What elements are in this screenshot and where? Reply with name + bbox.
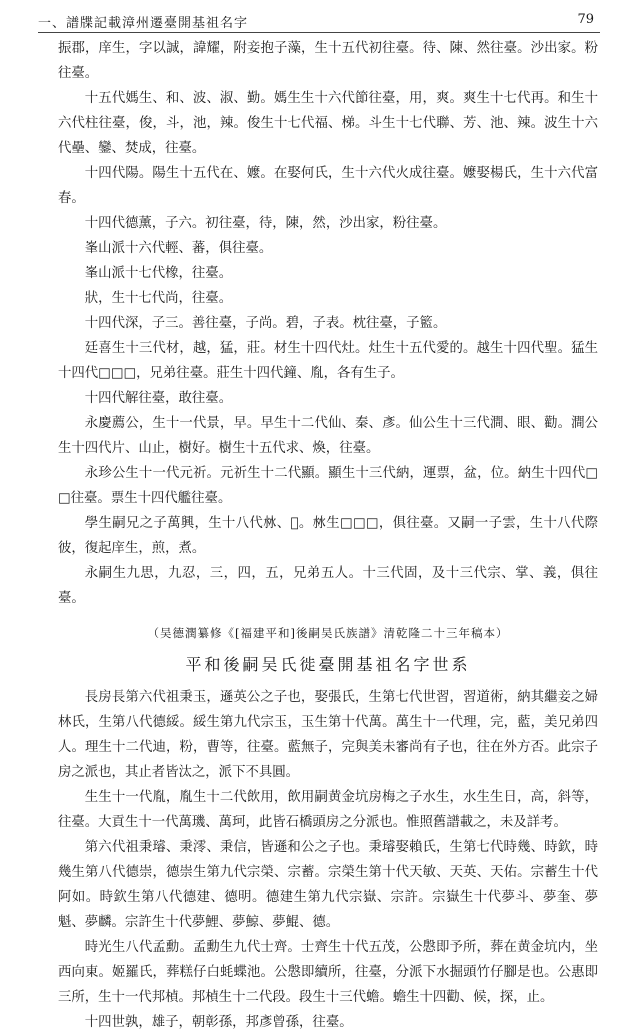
genealogy-paragraph: 第六代祖秉璿、秉澪、秉信，皆遜和公之子也。秉璿娶賴氏，生第七代時幾、時欽，時幾生第八代德崇，德崇生第九代宗榮、宗蓄。宗榮生第十代天敏、天英、天佑。宗蓄生十代阿如。時欽生第八代德建、德明。德建生第九代宗嶽、宗許。宗嶽生十代夢斗、夢奎、夢魁、夢麟。宗許生十代夢鯉、夢鯨、夢鯤、德。 xyxy=(58,840,598,930)
genealogy-paragraph: 十四代德薰，子六。初往臺，待，陳，然，沙出家，粉往臺。 xyxy=(84,216,447,231)
genealogy-paragraph: 永嗣生九思，九忍，三，四，五，兄弟五人。十三代固，及十三代宗、掌、義，俱往臺。 xyxy=(58,566,598,606)
genealogy-paragraph: 永珍公生十一代元祈。元祈生十二代顯。顯生十三代納，運票，盆，位。納生十四代□□往臺。票生十四代艦往臺。 xyxy=(58,466,598,506)
genealogy-paragraph: 狀，生十七代尚，往臺。 xyxy=(84,291,233,306)
genealogy-paragraph: 十四代解往臺，敢往臺。 xyxy=(84,391,233,406)
page-body xyxy=(58,36,598,1035)
genealogy-paragraph: 廷喜生十三代材，越，猛，莊。材生十四代灶。灶生十五代愛的。越生十四代聖。猛生十四代□□□，兄弟往臺。莊生十四代鐘、胤，各有生子。 xyxy=(58,341,598,381)
genealogy-paragraph: 學生嗣兄之子萬興，生十八代沝、𣲖。沝生□□□，俱往臺。又嗣一子雲，生十八代際彼，復起庠生，煎，煮。 xyxy=(58,516,598,556)
section-title: 平和後嗣吴氏徙臺開基祖名字世系 xyxy=(185,655,471,674)
page-header xyxy=(38,8,600,33)
source-citation: （吴德潤纂修《[福建平和]後嗣吴氏族譜》清乾隆二十三年稿本） xyxy=(147,626,509,640)
genealogy-paragraph: 峯山派十七代橡，往臺。 xyxy=(84,266,233,281)
genealogy-paragraph: 十五代媽生、和、波、淑、勤。媽生生十六代節往臺，用，爽。爽生十七代再。和生十六代柱往臺，俊，斗，池，辣。俊生十七代福、梯。斗生十七代聯、芳、池、辣。波生十六代壘、鑾、焚成，往臺。 xyxy=(58,91,598,156)
genealogy-paragraph: 十四代深，子三。善往臺，子尚。碧，子表。枕往臺，子籃。 xyxy=(84,316,447,331)
genealogy-entries-part2 xyxy=(58,685,598,1035)
genealogy-paragraph: 永慶薦公，生十一代景，早。早生十二代仙、秦、彥。仙公生十三代澗、眼、勸。澗公生十四代片、山止，樹好。樹生十五代求、煥，往臺。 xyxy=(58,416,598,456)
page-number: 79 xyxy=(577,12,594,27)
genealogy-paragraph: 時光生八代孟勳。孟勳生九代士齊。士齊生十代五茂，公慇即予所，葬在黄金坑内，坐西向東。姬羅氏，葬糕仔白蚝蝶池。公慇即續所，往臺，分派下水掘頭竹仔腳是也。公惠即三所，生十一代邦楨。邦楨生十二代段。段生十三代蟾。蟾生十四勸、候，探，止。 xyxy=(58,940,598,1005)
genealogy-paragraph: 十四世孰，雄子，朝彰孫，邦彥曾孫，往臺。 xyxy=(84,1015,353,1030)
genealogy-entries-part1 xyxy=(58,36,598,611)
running-title: 一、譜牒記載漳州遷臺開基祖名字 xyxy=(38,16,249,31)
genealogy-paragraph: 生生十一代胤，胤生十二代飲用，飲用嗣黄金坑房梅之子水生，水生生日，高，斜等，往臺。大貢生十一代萬璣、萬珂，此皆石橋頭房之分派也。惟照舊譜載之，未及詳考。 xyxy=(58,790,598,830)
genealogy-paragraph: 長房長第六代祖秉玉，遜英公之子也，娶張氏，生第七代世習，習道術，納其繼妾之婦林氏，生第八代德綏。綏生第九代宗玉，玉生第十代萬。萬生十一代理，完，藍，美兄弟四人。理生十二代迪，粉，曹等，往臺。藍無子，完與美未審尚有子也，往在外方否。此宗子房之派也，其止者皆汰之，派下不具圓。 xyxy=(58,690,598,780)
genealogy-paragraph: 峯山派十六代輕、蕃，俱往臺。 xyxy=(84,241,273,256)
genealogy-paragraph: 振郡，庠生，字以誠，諱耀，附妾抱子藻，生十五代初往臺。待、陳、然往臺。沙出家。粉往臺。 xyxy=(58,41,598,81)
genealogy-paragraph: 十四代陽。陽生十五代在、嬤。在娶何氏，生十六代火成往臺。嬤娶楊氏，生十六代富春。 xyxy=(58,166,598,206)
